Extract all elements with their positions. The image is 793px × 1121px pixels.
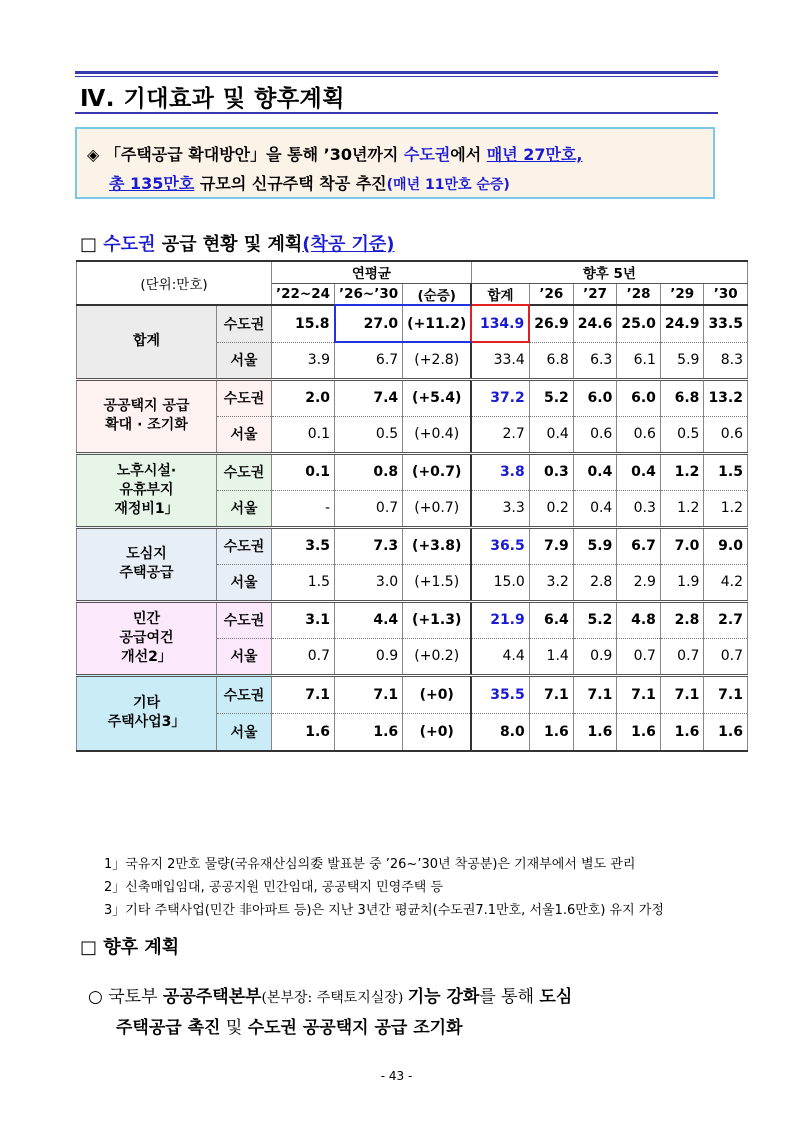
column-header: ’28 — [617, 283, 661, 305]
value-cell: 3.1 — [272, 601, 335, 638]
value-cell: 0.4 — [573, 490, 617, 527]
value-cell: 134.9 — [471, 305, 529, 342]
value-cell: - — [272, 490, 335, 527]
value-cell: 0.6 — [573, 416, 617, 453]
value-cell: 0.7 — [272, 638, 335, 675]
region-seoul: 서울 — [217, 713, 272, 751]
category-cell — [77, 453, 217, 527]
value-cell: 21.9 — [471, 601, 529, 638]
value-cell: (+1.3) — [403, 601, 472, 638]
value-cell: 5.2 — [529, 379, 573, 416]
region-seoul: 서울 — [217, 638, 272, 675]
value-cell: 6.7 — [617, 527, 661, 564]
group-header-avg: 연평균 — [272, 261, 472, 283]
value-cell: 0.5 — [660, 416, 704, 453]
value-cell: 24.9 — [660, 305, 704, 342]
value-cell: 5.9 — [573, 527, 617, 564]
value-cell: 7.0 — [660, 527, 704, 564]
value-cell: (+5.4) — [403, 379, 472, 416]
value-cell: 6.7 — [335, 342, 403, 379]
value-cell: (+0.2) — [403, 638, 472, 675]
value-cell: 6.3 — [573, 342, 617, 379]
value-cell: 0.2 — [529, 490, 573, 527]
value-cell: 25.0 — [617, 305, 661, 342]
value-cell: 1.6 — [272, 713, 335, 751]
value-cell: 6.0 — [617, 379, 661, 416]
value-cell: 0.7 — [660, 638, 704, 675]
value-cell: 15.0 — [471, 564, 529, 601]
category-cell — [77, 675, 217, 751]
value-cell: 2.7 — [471, 416, 529, 453]
value-cell: (+0) — [403, 675, 472, 713]
table-row — [77, 675, 748, 713]
value-cell: 0.7 — [335, 490, 403, 527]
category-label: 재정비1」 — [114, 500, 179, 517]
value-cell: 2.8 — [660, 601, 704, 638]
value-cell: 7.1 — [573, 675, 617, 713]
value-cell: 36.5 — [471, 527, 529, 564]
summary-line-1: ◈ 「주택공급 확대방안」을 통해 ’30년까지 수도권에서 매년 27만호, — [87, 145, 583, 164]
category-label: 주택사업3」 — [107, 714, 186, 731]
value-cell: 2.7 — [704, 601, 748, 638]
value-cell: 2.8 — [573, 564, 617, 601]
value-cell: 8.0 — [471, 713, 529, 751]
value-cell: 26.9 — [529, 305, 573, 342]
category-label: 주택공급 — [119, 565, 174, 581]
value-cell: (+0.7) — [403, 453, 472, 490]
value-cell: 6.0 — [573, 379, 617, 416]
value-cell: 4.8 — [617, 601, 661, 638]
column-header: ’30 — [704, 283, 748, 305]
value-cell: 2.9 — [617, 564, 661, 601]
column-header: 합계 — [471, 283, 529, 305]
value-cell: 0.9 — [335, 638, 403, 675]
value-cell: 4.2 — [704, 564, 748, 601]
region-metro: 수도권 — [217, 379, 272, 416]
value-cell: 7.4 — [335, 379, 403, 416]
value-cell: 0.8 — [335, 453, 403, 490]
category-label: 민간 — [132, 610, 161, 627]
value-cell: 5.9 — [660, 342, 704, 379]
value-cell: 3.8 — [471, 453, 529, 490]
column-header: ’26 — [529, 283, 573, 305]
value-cell: (+3.8) — [403, 527, 472, 564]
category-label: 개선2」 — [121, 648, 172, 665]
value-cell: 7.3 — [335, 527, 403, 564]
category-label: 확대 · 조기화 — [105, 417, 188, 433]
value-cell: 15.8 — [272, 305, 335, 342]
category-label: 공급여건 — [119, 629, 174, 646]
table-row — [77, 527, 748, 564]
column-header: ’27 — [573, 283, 617, 305]
value-cell: 0.3 — [617, 490, 661, 527]
value-cell: 0.4 — [529, 416, 573, 453]
heading-top-rule-thin — [75, 76, 718, 77]
plan-bullet-line-2: 주택공급 촉진 및 수도권 공공택지 공급 조기화 — [116, 1018, 463, 1038]
value-cell: 0.3 — [529, 453, 573, 490]
region-metro: 수도권 — [217, 527, 272, 564]
page-title: Ⅳ. 기대효과 및 향후계획 — [80, 86, 345, 112]
value-cell: 1.6 — [704, 713, 748, 751]
value-cell: 0.1 — [272, 416, 335, 453]
value-cell: 37.2 — [471, 379, 529, 416]
value-cell: 1.5 — [272, 564, 335, 601]
value-cell: 9.0 — [704, 527, 748, 564]
value-cell: (+0) — [403, 713, 472, 751]
category-label: 도심지 — [126, 546, 167, 562]
value-cell: 1.5 — [704, 453, 748, 490]
value-cell: (+0.7) — [403, 490, 472, 527]
value-cell: 3.2 — [529, 564, 573, 601]
region-metro: 수도권 — [217, 675, 272, 713]
value-cell: 1.6 — [529, 713, 573, 751]
heading-bottom-rule — [75, 112, 718, 114]
value-cell: 1.2 — [704, 490, 748, 527]
page-number: - 43 - — [380, 1069, 413, 1083]
value-cell: 2.0 — [272, 379, 335, 416]
value-cell: 0.9 — [573, 638, 617, 675]
table-row — [77, 453, 748, 490]
region-seoul: 서울 — [217, 342, 272, 379]
region-metro: 수도권 — [217, 453, 272, 490]
group-header-next5: 향후 5년 — [471, 261, 747, 283]
value-cell: (+2.8) — [403, 342, 472, 379]
summary-box — [75, 127, 715, 199]
column-header: ’26~’30 — [335, 283, 403, 305]
value-cell: 0.4 — [617, 453, 661, 490]
value-cell: 7.1 — [660, 675, 704, 713]
value-cell: 6.8 — [529, 342, 573, 379]
category-label: 합계 — [132, 333, 161, 350]
region-seoul: 서울 — [217, 490, 272, 527]
category-label: 노후시설· — [116, 462, 177, 479]
section-title-supply: □ 수도권 공급 현황 및 계획(착공 기준) — [80, 234, 395, 255]
category-cell — [77, 527, 217, 601]
value-cell: (+0.4) — [403, 416, 472, 453]
value-cell: 1.4 — [529, 638, 573, 675]
table-row — [77, 379, 748, 416]
region-metro: 수도권 — [217, 601, 272, 638]
category-label: 공공택지 공급 — [103, 398, 190, 414]
value-cell: 27.0 — [335, 305, 403, 342]
category-cell — [77, 379, 217, 453]
column-header: (순증) — [403, 283, 472, 305]
value-cell: 0.7 — [617, 638, 661, 675]
value-cell: 1.6 — [617, 713, 661, 751]
region-metro: 수도권 — [217, 305, 272, 342]
value-cell: (+11.2) — [403, 305, 472, 342]
column-header: ’22~24 — [272, 283, 335, 305]
category-label: 기타 — [132, 695, 161, 712]
value-cell: 7.1 — [272, 675, 335, 713]
table-row — [77, 305, 748, 342]
value-cell: 13.2 — [704, 379, 748, 416]
footnote: 1」국유지 2만호 물량(국유재산심의委 발표분 중 ’26~’30년 착공분)은 기재부에서 별도 관리 — [104, 857, 636, 872]
value-cell: (+1.5) — [403, 564, 472, 601]
value-cell: 1.9 — [660, 564, 704, 601]
value-cell: 7.9 — [529, 527, 573, 564]
value-cell: 6.1 — [617, 342, 661, 379]
value-cell: 3.9 — [272, 342, 335, 379]
value-cell: 33.4 — [471, 342, 529, 379]
value-cell: 3.0 — [335, 564, 403, 601]
value-cell: 3.5 — [272, 527, 335, 564]
value-cell: 0.6 — [617, 416, 661, 453]
value-cell: 1.6 — [573, 713, 617, 751]
footnote: 3」기타 주택사업(민간 非아파트 등)은 지난 3년간 평균치(수도권7.1만호, 서울1.6만호) 유지 가정 — [104, 903, 664, 918]
category-label: 유휴부지 — [119, 481, 174, 498]
heading-top-rule — [75, 71, 718, 74]
value-cell: 3.3 — [471, 490, 529, 527]
section-title-plan: □ 향후 계획 — [80, 937, 180, 958]
value-cell: 6.4 — [529, 601, 573, 638]
supply-table — [76, 260, 748, 752]
value-cell: 7.1 — [529, 675, 573, 713]
value-cell: 5.2 — [573, 601, 617, 638]
value-cell: 1.6 — [335, 713, 403, 751]
value-cell: 0.1 — [272, 453, 335, 490]
value-cell: 4.4 — [471, 638, 529, 675]
value-cell: 8.3 — [704, 342, 748, 379]
value-cell: 35.5 — [471, 675, 529, 713]
value-cell: 7.1 — [617, 675, 661, 713]
value-cell: 0.7 — [704, 638, 748, 675]
value-cell: 0.4 — [573, 453, 617, 490]
value-cell: 4.4 — [335, 601, 403, 638]
value-cell: 24.6 — [573, 305, 617, 342]
category-cell — [77, 305, 217, 379]
value-cell: 0.5 — [335, 416, 403, 453]
summary-line-2: 총 135만호 규모의 신규주택 착공 추진(매년 11만호 순증) — [109, 174, 510, 193]
value-cell: 1.2 — [660, 453, 704, 490]
diamond-icon: ◈ — [87, 145, 100, 164]
value-cell: 7.1 — [704, 675, 748, 713]
region-seoul: 서울 — [217, 564, 272, 601]
value-cell: 33.5 — [704, 305, 748, 342]
value-cell: 1.6 — [660, 713, 704, 751]
column-header: ’29 — [660, 283, 704, 305]
region-seoul: 서울 — [217, 416, 272, 453]
value-cell: 6.8 — [660, 379, 704, 416]
plan-bullet-line-1: ○ 국토부 공공주택본부(본부장: 주택토지실장) 기능 강화를 통해 도심 — [88, 987, 573, 1007]
table-row — [77, 601, 748, 638]
footnote: 2」신축매입임대, 공공지원 민간임대, 공공택지 민영주택 등 — [104, 880, 444, 895]
value-cell: 7.1 — [335, 675, 403, 713]
value-cell: 1.2 — [660, 490, 704, 527]
value-cell: 0.6 — [704, 416, 748, 453]
unit-label: (단위:만호) — [77, 261, 272, 305]
category-cell — [77, 601, 217, 675]
